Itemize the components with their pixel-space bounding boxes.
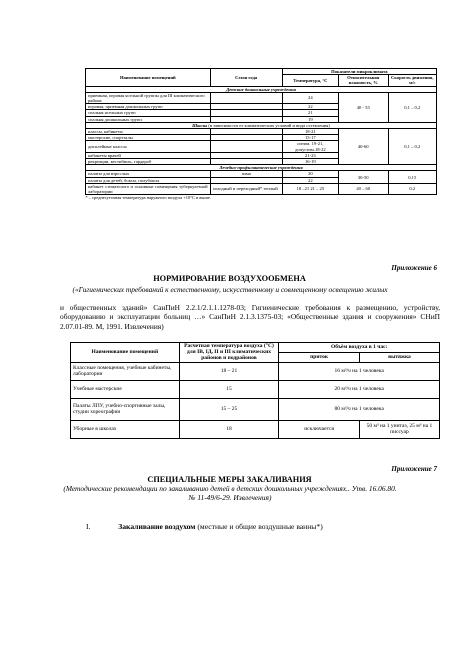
section-number: I. [86, 522, 91, 531]
cell-temp: 15 [179, 380, 279, 398]
cell-hum: 40-60 [338, 129, 388, 165]
cell-air: 80 м³/ч на 1 человека [279, 398, 440, 420]
cell-season: зима [210, 171, 282, 177]
section-1-heading [86, 522, 323, 531]
appendix-6-paragraph: и общественных зданий» СанПиН 2.2.1/2.1.1.1278-03; Гигиенические требования к размещению, устройству, оборудованию и эксплуатации больниц …» СанПиН 2.1.3.1375-03; «Общественные здания и сооружения» СНиП 2.07.01-89. М, 1991. Извлечения) [60, 303, 440, 331]
cell-hum: 40 – 60 [338, 183, 388, 194]
cell-room: мастерские, спортзалы [86, 135, 211, 141]
header-group: Показатели микроклимата [282, 69, 436, 75]
cell-room: Учебные мастерские [71, 380, 180, 398]
cell-room: кабинет стоматолога и основные помещения туберкулезной лаборатории [86, 183, 211, 194]
table-row [71, 398, 440, 420]
cell-room: палаты для детей, боксы, полубоксы [86, 177, 211, 183]
microclimate-table [85, 68, 437, 200]
cell-temp: 18-21 [282, 129, 338, 135]
cell-out: 50 м³ на 1 унитаз, 25 м³ на 1 писсуар [359, 420, 439, 438]
col-season-header: Сезон года [210, 69, 282, 87]
cell-room: спальня дошкольных групп [86, 116, 211, 122]
appendix-6-title: НОРМИРОВАНИЕ ВОЗДУХООБМЕНА [153, 274, 306, 283]
cell-temp: 21-23 [282, 152, 338, 158]
col-temp-header: Расчетная температура воздуха (°С) для IВ, IД, II и III климатических районов и подрайонов [179, 343, 279, 363]
cell-speed: 0,15 [388, 171, 436, 183]
cell-temp: 16-19 [282, 159, 338, 165]
cell-room: кабинеты врачей [86, 152, 211, 158]
cell-temp: 21 [282, 110, 338, 116]
cell-temp: 15-17 [282, 135, 338, 141]
cell-temp: 22 [282, 104, 338, 110]
cell-room: игровая, приемная дошкольных групп [86, 104, 211, 110]
col-hum-header: Относительная влажность, % [338, 75, 388, 86]
section-title-bold: Закаливание воздухом [118, 522, 196, 531]
table-row [71, 362, 440, 380]
air-exchange-table [70, 342, 440, 439]
col-speed-header: Скорость движения, м/с [388, 75, 436, 86]
cell-temp: 15 – 25 [179, 398, 279, 420]
cell-temp: 20 [282, 171, 338, 177]
section-note: (в зависимости от климатических условий и вида остекления) [208, 122, 330, 128]
cell-room: палаты для взрослых [86, 171, 211, 177]
cell-temp: 24 [282, 92, 338, 103]
cell-room: Палаты ЛПУ, учебно-спортивные залы, студии хореографии [71, 398, 180, 420]
cell-in: исключается [279, 420, 360, 438]
appendix-6-subtitle: («Гигиенических требований к естественному, искусственному и совмещенному освещению жилых [72, 285, 388, 294]
cell-temp: 18 – 21 [179, 362, 279, 380]
section-title: Школы [192, 122, 208, 128]
cell-temp: 19 [282, 116, 338, 122]
cell-room: дисплейные классы [86, 141, 211, 152]
table-footnote: * – среднесуточная температура наружного воздуха +10°С и выше. [85, 195, 211, 201]
cell-speed: 0,1 – 0,2 [388, 92, 436, 122]
cell-hum: 30-50 [338, 171, 388, 183]
cell-room: спальня ясельных групп [86, 110, 211, 116]
table-row [71, 420, 440, 438]
cell-speed: 0,1 – 0,2 [388, 129, 436, 165]
cell-room: рекреации, вестибюль, гардероб [86, 159, 211, 165]
col-out-header: вытяжка [359, 352, 439, 362]
cell-room: приемная, игровая ясельной группы для III климатического района [86, 92, 211, 103]
cell-air: 20 м³/ч на 1 человека [279, 380, 440, 398]
cell-room: Уборные в школах [71, 420, 180, 438]
cell-season [210, 141, 282, 152]
col-room-header: Наименование помещений [71, 343, 180, 363]
appendix-7-title: СПЕЦИАЛЬНЫЕ МЕРЫ ЗАКАЛИВАНИЯ [147, 475, 312, 484]
section-title: Лечебно-профилактические учреждения [86, 165, 437, 171]
appendix-7-label: Приложение 7 [391, 465, 437, 473]
appendix-7-subtitle: (Методические рекомендации по закаливанию детей в детских дошкольных учреждениях.. Утв. 16.06.80. № 11-49/6-29. Извлечения) [63, 484, 397, 503]
cell-season [210, 92, 282, 103]
table-row [86, 183, 437, 194]
appendix-6-label: Приложение 6 [391, 264, 437, 272]
cell-temp: оптим. 19-21, допустим.18-22 [282, 141, 338, 152]
section-title-rest: (местные и общие воздушные ванны*) [195, 522, 323, 531]
col-room-header: Наименование помещений [86, 69, 211, 87]
section-title: Детские дошкольные учреждения [86, 86, 437, 92]
col-temp-header: Температура, °С [282, 75, 338, 86]
cell-temp: 18 [179, 420, 279, 438]
cell-room: классы, кабинеты [86, 129, 211, 135]
cell-temp: 18 –21 21 – 25 [282, 183, 338, 194]
col-volume-header: Объём воздуха в 1 час: [279, 343, 440, 353]
col-in-header: приток [279, 352, 360, 362]
cell-air: 16 м³/ч на 1 человека [279, 362, 440, 380]
cell-season: холодный и переходный* теплый [210, 183, 282, 194]
cell-hum: 40 - 55 [338, 92, 388, 122]
cell-temp: 22 [282, 177, 338, 183]
table-row [86, 92, 437, 103]
cell-speed: 0,2 [388, 183, 436, 194]
table-row [71, 380, 440, 398]
cell-room: Классные помещения, учебные кабинеты, лаборатории [71, 362, 180, 380]
